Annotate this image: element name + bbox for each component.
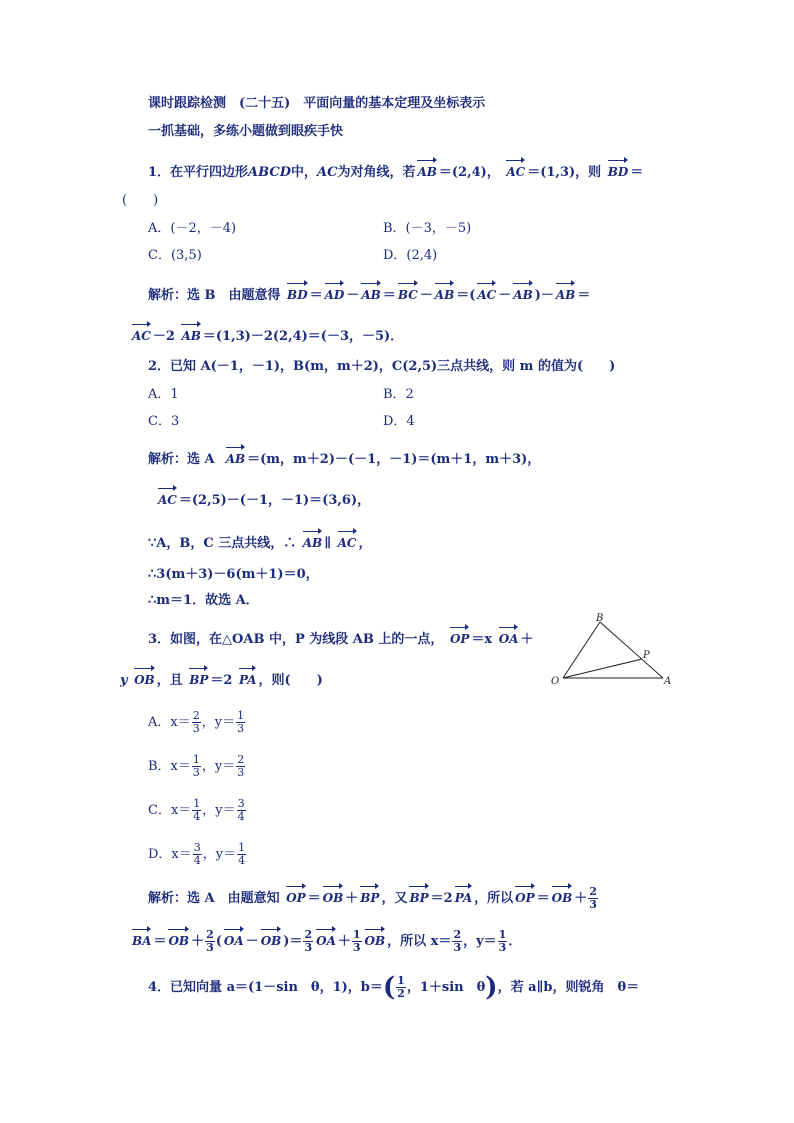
- label-a: A: [664, 676, 672, 687]
- question-3-solution-line-1: 解析：选 A 由题意知 OP ＝ OB ＋ BP ，又 BP ＝2 PA ，所以 OP ＝ OB ＋ $\frac{2}{3}$: [148, 885, 597, 911]
- label-b: B: [596, 613, 604, 624]
- label-p: P: [643, 650, 650, 661]
- question-3-solution-line-2: BA ＝ OB ＋ $\frac{2}{3}$ ( OA － OB )＝ $\frac{2}{3}$ OA ＋ $\frac{1}{3}$ OB ，所以 x＝ $\frac{2}{3}$ ，y＝ $\frac{1}{3}$ ．: [132, 928, 522, 954]
- question-1-option-a: A．(－2，－4): [148, 221, 237, 236]
- question-2-stem: 2．已知 A(－1，－1)，B(m，m＋2)，C(2,5)三点共线，则 m 的值为( ): [148, 359, 616, 374]
- question-1-option-b: B．(－3，－5): [383, 221, 472, 236]
- vector-bd: BD: [608, 160, 629, 181]
- question-1-stem: 1．在平行四边形ABCD中，AC为对角线，若 AB ＝(2,4)， AC ＝(1,3)，则 BD ＝: [148, 160, 643, 182]
- vector-ab: AB: [417, 160, 436, 181]
- question-3-stem-line-2: y OB ，且 BP ＝2 PA ，则( ): [120, 668, 323, 690]
- question-1-option-d: D．(2,4): [383, 248, 438, 263]
- question-4-stem: 4．已知向量 a＝(1－sin θ，1)，b＝( $\frac{1}{2}$ ，1＋sin θ)，若 a∥b，则锐角 θ＝: [148, 972, 640, 1003]
- section-subtitle: 一抓基础，多练小题做到眼疾手快: [148, 124, 344, 139]
- question-3-option-d: D．x＝ $\frac{3}{4}$ ，y＝ $\frac{1}{4}$: [148, 841, 246, 867]
- question-2-option-c: C．3: [148, 414, 180, 429]
- question-2-option-a: A．1: [148, 387, 179, 402]
- question-2-option-b: B．2: [383, 387, 414, 402]
- page-title: 课时跟踪检测 (二十五) 平面向量的基本定理及坐标表示: [148, 96, 486, 111]
- question-1-paren: ( ): [122, 193, 159, 208]
- question-3-option-a: A．x＝ $\frac{2}{3}$ ，y＝ $\frac{1}{3}$: [148, 709, 245, 735]
- question-2-solution-line-1: 解析：选 A AB ＝(m，m＋2)－(－1，－1)＝(m＋1，m＋3)，: [148, 447, 540, 469]
- question-3-option-b: B．x＝ $\frac{1}{3}$ ，y＝ $\frac{2}{3}$: [148, 753, 245, 779]
- vector-ac: AC: [506, 160, 525, 181]
- question-2-solution-line-4: ∴3(m＋3)－6(m＋1)＝0，: [148, 567, 319, 582]
- question-3-stem-line-1: 3．如图，在△OAB 中，P 为线段 AB 上的一点， OP ＝x OA ＋: [148, 627, 534, 649]
- question-3-option-c: C．x＝ $\frac{1}{4}$ ，y＝ $\frac{3}{4}$: [148, 797, 245, 823]
- question-2-solution-line-2: AC ＝(2,5)－(－1，－1)＝(3,6)，: [156, 488, 370, 510]
- question-1-solution-line-2: AC －2 AB ＝(1,3)－2(2,4)＝(－3，－5)．: [130, 324, 403, 346]
- question-2-option-d: D．4: [383, 414, 415, 429]
- triangle-oab-diagram: [548, 612, 678, 694]
- question-1-solution-line-1: 解析：选 B 由题意得 BD ＝ AD － AB ＝ BC － AB ＝( AC － AB )－ AB ＝: [148, 283, 590, 305]
- label-o: O: [551, 676, 560, 687]
- question-2-solution-line-3: ∵A，B，C 三点共线，∴ AB ∥ AC ，: [148, 531, 372, 553]
- question-1-option-c: C．(3,5): [148, 248, 202, 263]
- question-2-solution-line-5: ∴m＝1．故选 A．: [148, 593, 259, 608]
